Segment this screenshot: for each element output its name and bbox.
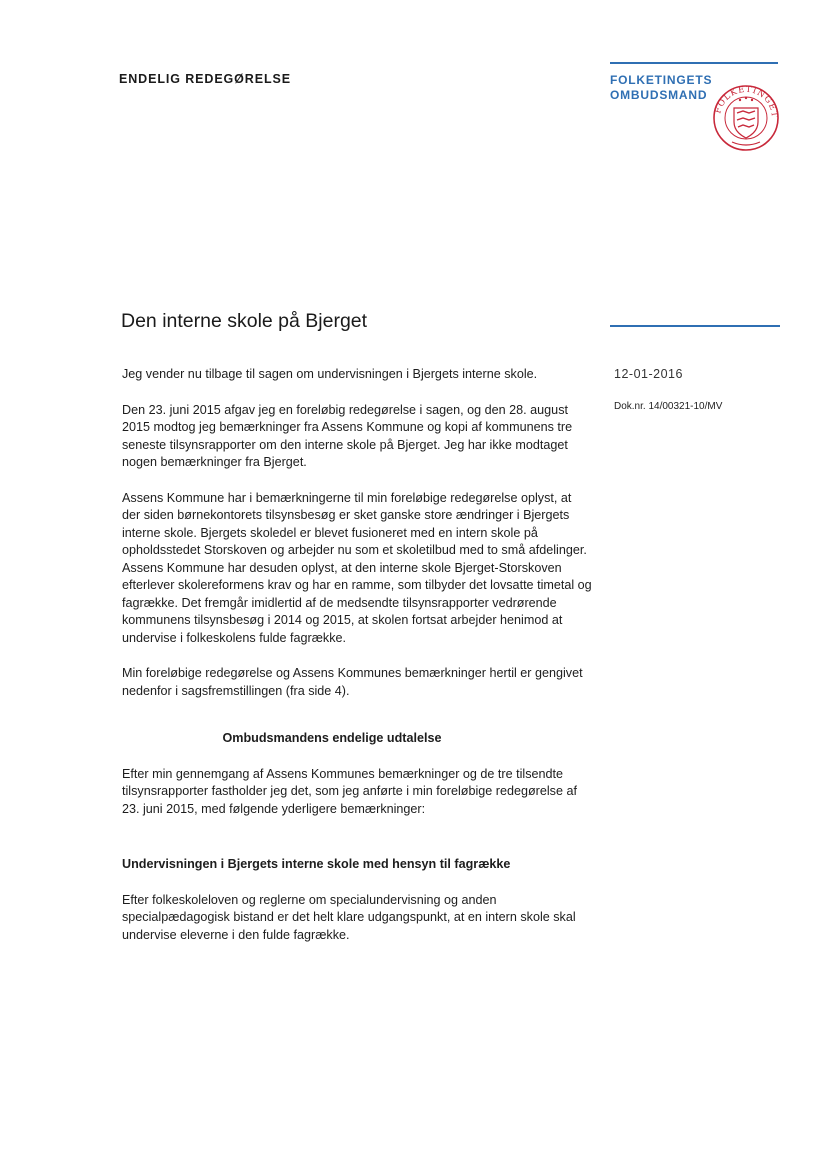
title-side-rule [610, 325, 780, 327]
organization-name [610, 73, 712, 103]
document-type-label: ENDELIG REDEGØRELSE [119, 72, 291, 86]
paragraph-background: Den 23. juni 2015 afgav jeg en foreløbig redegørelse i sagen, og den 28. august 2015 modtog jeg bemærkninger fra Assens Kommune og kopi af kommunens tre seneste tilsynsrapporter om den interne skole på Bjerget. Jeg har ikke modtaget nogen bemærkninger fra Bjerget. [122, 402, 573, 469]
svg-text:FOLKETINGET [713, 85, 779, 119]
document-body [122, 366, 592, 962]
paragraph-subsection: Efter folkeskoleloven og reglerne om specialundervisning og anden specialpædagogisk bistand er det helt klare udgangspunkt, at en intern skole skal undervise eleverne i den fulde fagrække. [122, 892, 576, 942]
document-date: 12-01-2016 [614, 367, 683, 381]
org-line-2: OMBUDSMAND [610, 88, 708, 102]
header-rule [610, 62, 778, 64]
paragraph-conclusion: Efter min gennemgang af Assens Kommunes bemærkninger og de tre tilsendte tilsynsrapporter fastholder jeg det, som jeg anførte i min foreløbige redegørelse af 23. juni 2015, med følgende yderligere bemærkninger: [122, 766, 577, 816]
paragraph-municipality-remarks: Assens Kommune har i bemærkningerne til min foreløbige redegørelse oplyst, at der siden børnekontorets tilsynsbesøg er sket ganske store ændringer i Bjergets interne skole. Bjergets skoledel er blevet fusioneret med en intern skole på opholdsstedet Storskoven og arbejder nu som et skoletilbud med to små afdelinger. Assens Kommune har desuden oplyst, at den interne skole Bjerget-Storskoven efterlever skolereformens krav og har en ramme, som tilbyder det lovsatte timetal og fagrække. Det fremgår imidlertid af de medsendte tilsynsrapporter vedrørende kommunens tilsynsbesøg i 2014 og 2015, at skolen fortsat arbejder henimod at undervise i folkeskolens fulde fagrække. [122, 490, 592, 645]
org-line-1: FOLKETINGETS [610, 73, 713, 87]
ombudsman-seal-icon [712, 84, 780, 152]
seal-text: FOLKETINGET [713, 84, 780, 119]
paragraph-intro: Jeg vender nu tilbage til sagen om undervisningen i Bjergets interne skole. [122, 367, 538, 381]
document-number: Dok.nr. 14/00321-10/MV [614, 401, 723, 412]
subsection-heading: Undervisningen i Bjergets interne skole med hensyn til fagrække [122, 857, 511, 871]
section-heading: Ombudsmandens endelige udtalelse [222, 731, 442, 745]
paragraph-reference: Min foreløbige redegørelse og Assens Kommunes bemærkninger hertil er gengivet nedenfor i sagsfremstillingen (fra side 4). [122, 666, 583, 698]
page-title: Den interne skole på Bjerget [121, 310, 368, 332]
